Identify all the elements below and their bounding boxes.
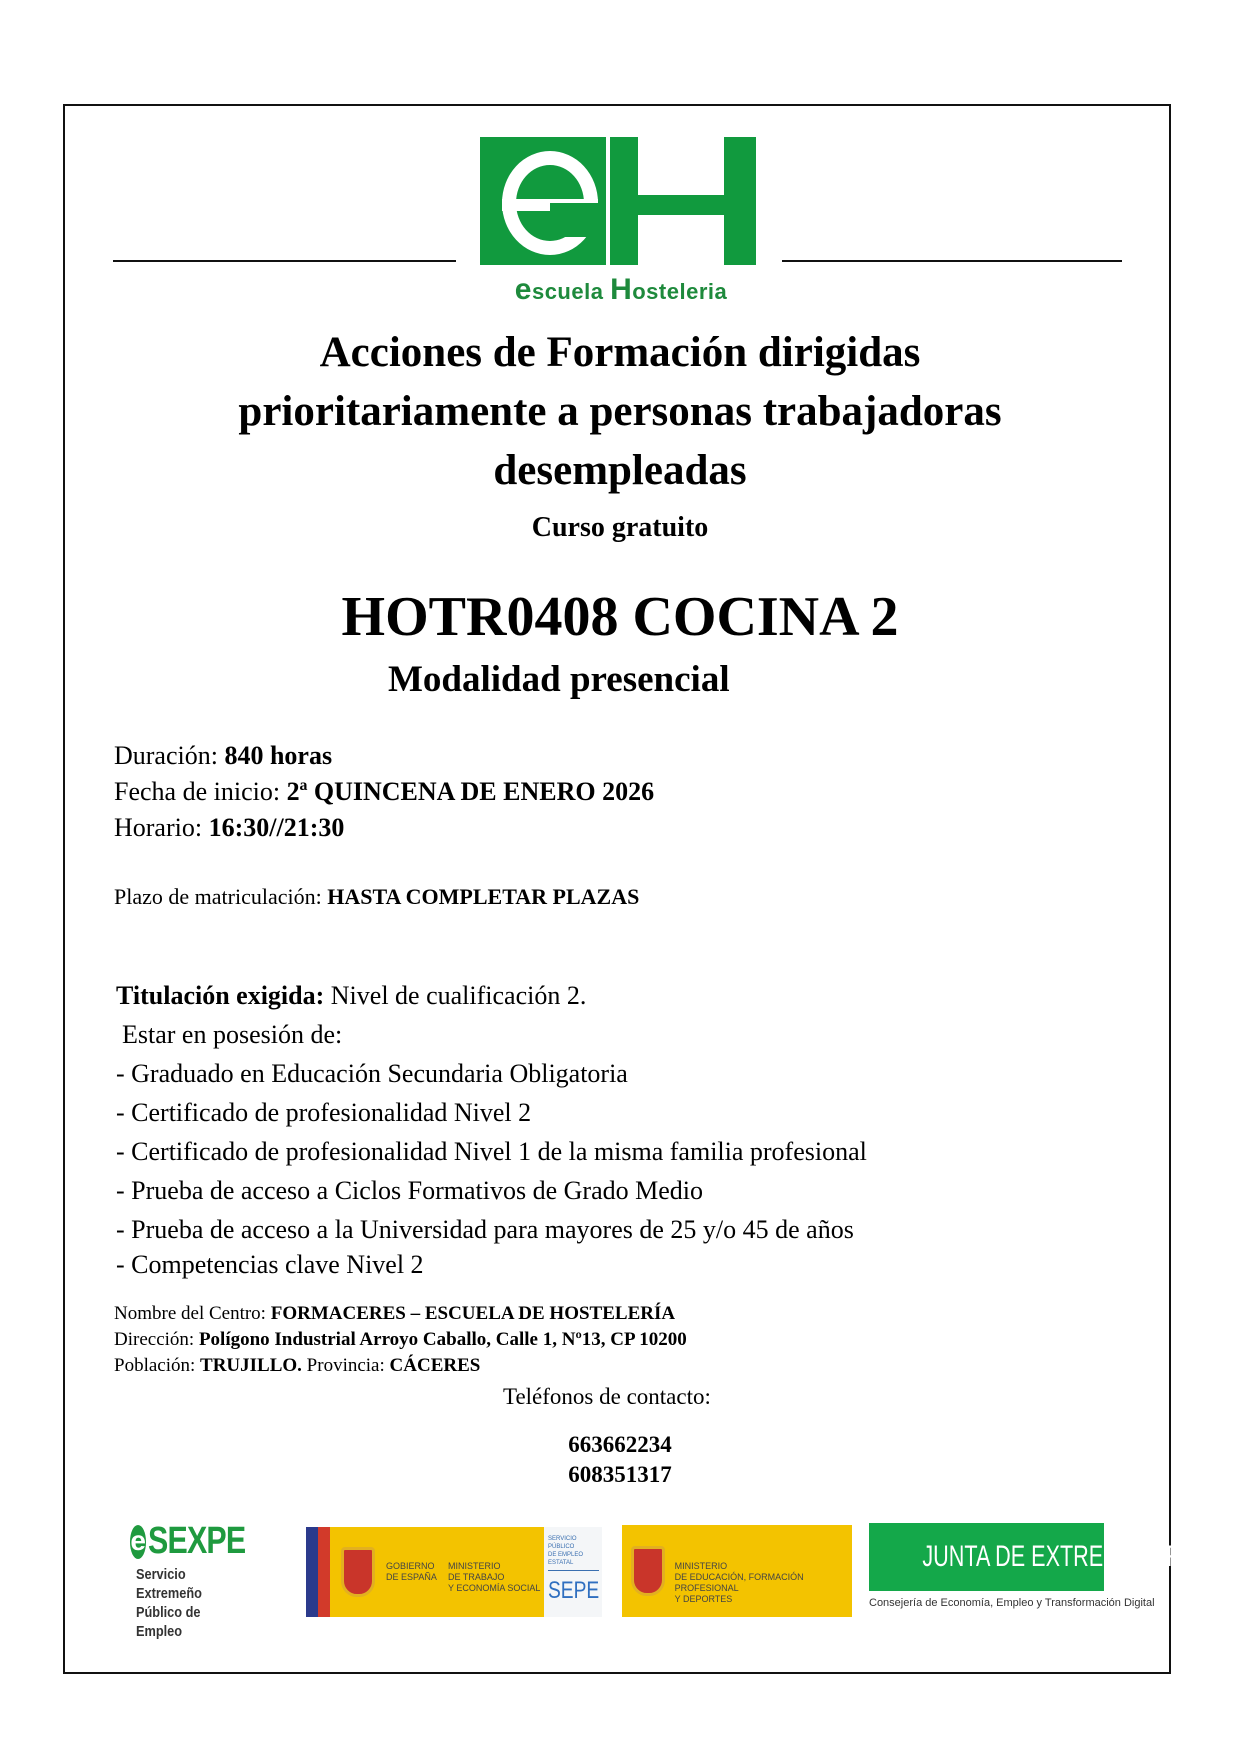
course-title: HOTR0408 COCINA 2 (341, 586, 899, 648)
list-item: - Prueba de acceso a Ciclos Formativos de Grado Medio (116, 1176, 704, 1205)
center-address-row: Dirección: Polígono Industrial Arroyo Caballo, Calle 1, Nº13, CP 10200 (114, 1329, 687, 1350)
page-title: Acciones de Formación dirigidas prioritariamente a personas trabajadoras desempleadas (238, 329, 1002, 494)
escuela-hosteleria-logo (480, 135, 762, 310)
sepe-logo: SERVICIO PÚBLICO DE EMPLEO ESTATAL SEPE (544, 1527, 602, 1617)
list-item: - Certificado de profesionalidad Nivel 2 (116, 1098, 532, 1127)
course-modality: Modalidad presencial (388, 659, 730, 700)
requirements-heading: Titulación exigida: Nivel de cualificación 2. (116, 981, 587, 1010)
enrollment-period: Plazo de matriculación: HASTA COMPLETAR PLAZAS (114, 884, 640, 909)
requirements-section (116, 976, 867, 1281)
list-item: - Prueba de acceso a la Universidad para mayores de 25 y/o 45 de años (116, 1215, 854, 1244)
divider-left (113, 260, 456, 262)
duration-row: Duración: 840 horas (114, 741, 333, 770)
logo-e-glyph (480, 137, 606, 265)
list-item: - Competencias clave Nivel 2 (116, 1250, 424, 1279)
spain-coat-of-arms-icon (631, 1546, 665, 1596)
phone-number: 608351317 (568, 1462, 672, 1487)
list-item: - Certificado de profesionalidad Nivel 1 de la misma familia profesional (116, 1137, 867, 1166)
ministerio-educacion-logo: MINISTERIO DE EDUCACIÓN, FORMACIÓN PROFESIONAL Y DEPORTES (622, 1525, 852, 1617)
contact-phones (500, 1430, 740, 1490)
start-date-row: Fecha de inicio: 2ª QUINCENA DE ENERO 2026 (114, 777, 655, 806)
requirements-intro: Estar en posesión de: (122, 1020, 343, 1049)
requirements-list (116, 1054, 867, 1281)
free-course-label: Curso gratuito (531, 512, 709, 543)
logo-h-bar (638, 195, 724, 215)
logo-h-right-stem (724, 137, 756, 265)
logo-h-left-stem (610, 137, 638, 265)
gobierno-trabajo-sepe-logo: GOBIERNO DE ESPAÑA MINISTERIO DE TRABAJO Y ECONOMÍA SOCIAL SERVICIO PÚBLICO DE EMPLEO ESTATAL SEPE (306, 1527, 602, 1617)
divider-right (782, 260, 1122, 262)
center-name-row: Nombre del Centro: FORMACERES – ESCUELA DE HOSTELERÍA (114, 1303, 676, 1324)
schedule-row: Horario: 16:30//21:30 (114, 813, 345, 842)
course-details (114, 738, 654, 846)
eu-flag-strip (306, 1527, 318, 1617)
center-info (114, 1301, 687, 1379)
junta-extremadura-logo: JUNTA DE EXTREMADURA Consejería de Economía, Empleo y Transformación Digital (869, 1523, 1104, 1609)
sexpe-e-icon: e (130, 1525, 146, 1559)
logo-wordmark: escuela Hosteleria (514, 273, 728, 306)
sexpe-logo: e SEXPE Servicio Extremeño Público de Empleo (130, 1520, 246, 1640)
contact-phones-label: Teléfonos de contacto: (503, 1384, 711, 1409)
spain-flag-strip (318, 1527, 330, 1617)
spain-coat-of-arms-icon (341, 1547, 375, 1597)
phone-number: 663662234 (568, 1432, 672, 1457)
center-town-row: Población: TRUJILLO. Provincia: CÁCERES (114, 1355, 481, 1376)
list-item: - Graduado en Educación Secundaria Obligatoria (116, 1059, 628, 1088)
